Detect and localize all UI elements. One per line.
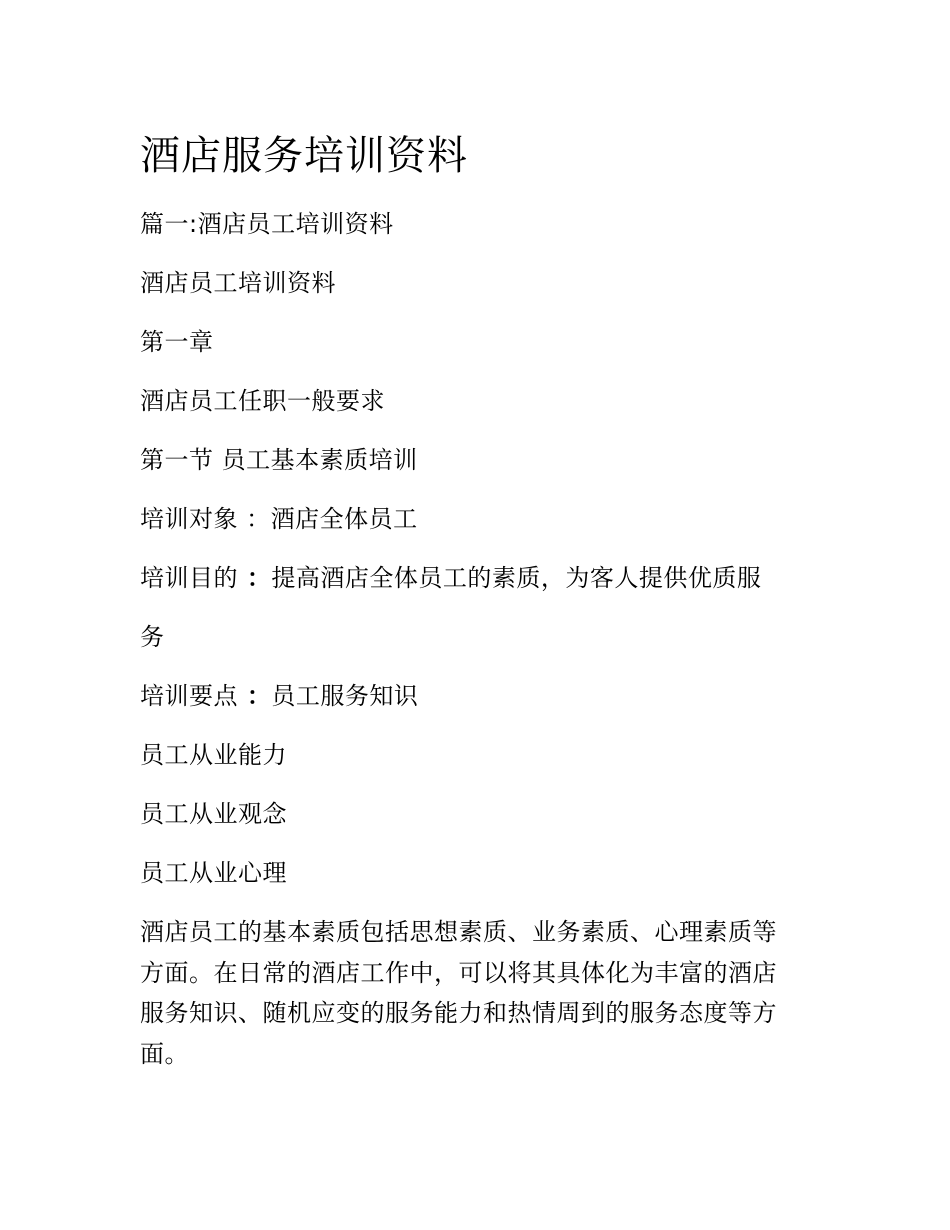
chapter-title: 酒店员工任职一般要求 xyxy=(140,387,385,415)
document-content xyxy=(140,126,800,1074)
training-points-line xyxy=(140,676,800,716)
training-purpose-continuation: 务 xyxy=(140,623,165,651)
training-points-label: 培训要点 xyxy=(140,682,238,710)
training-points-separator: ： xyxy=(238,682,272,710)
training-target-separator: ： xyxy=(238,505,271,533)
training-purpose-separator: ： xyxy=(238,564,272,592)
training-points-value: 员工服务知识 xyxy=(271,682,419,710)
training-target-line xyxy=(140,499,800,539)
chapter-heading: 第一章 xyxy=(140,328,214,356)
basic-quality-paragraph: 酒店员工的基本素质包括思想素质、业务素质、心理素质等方面。在日常的酒店工作中，可以将其具体化为丰富的酒店服务知识、随机应变的服务能力和热情周到的服务态度等方面。 xyxy=(140,918,777,1068)
training-purpose-label: 培训目的 xyxy=(140,564,238,592)
training-point-item: 员工从业心理 xyxy=(140,859,287,887)
training-target-value: 酒店全体员工 xyxy=(270,505,418,533)
training-target-label: 培训对象 xyxy=(140,505,238,533)
subtitle-line: 酒店员工培训资料 xyxy=(140,269,336,297)
document-title: 酒店服务培训资料 xyxy=(140,133,468,179)
training-point-item: 员工从业观念 xyxy=(140,800,287,828)
section-heading-part-one: 篇一:酒店员工培训资料 xyxy=(140,210,394,238)
training-purpose-line xyxy=(140,558,800,598)
section-title: 第一节 员工基本素质培训 xyxy=(140,446,418,474)
training-purpose-value: 提高酒店全体员工的素质，为客人提供优质服 xyxy=(271,564,762,592)
training-point-item: 员工从业能力 xyxy=(140,741,287,769)
